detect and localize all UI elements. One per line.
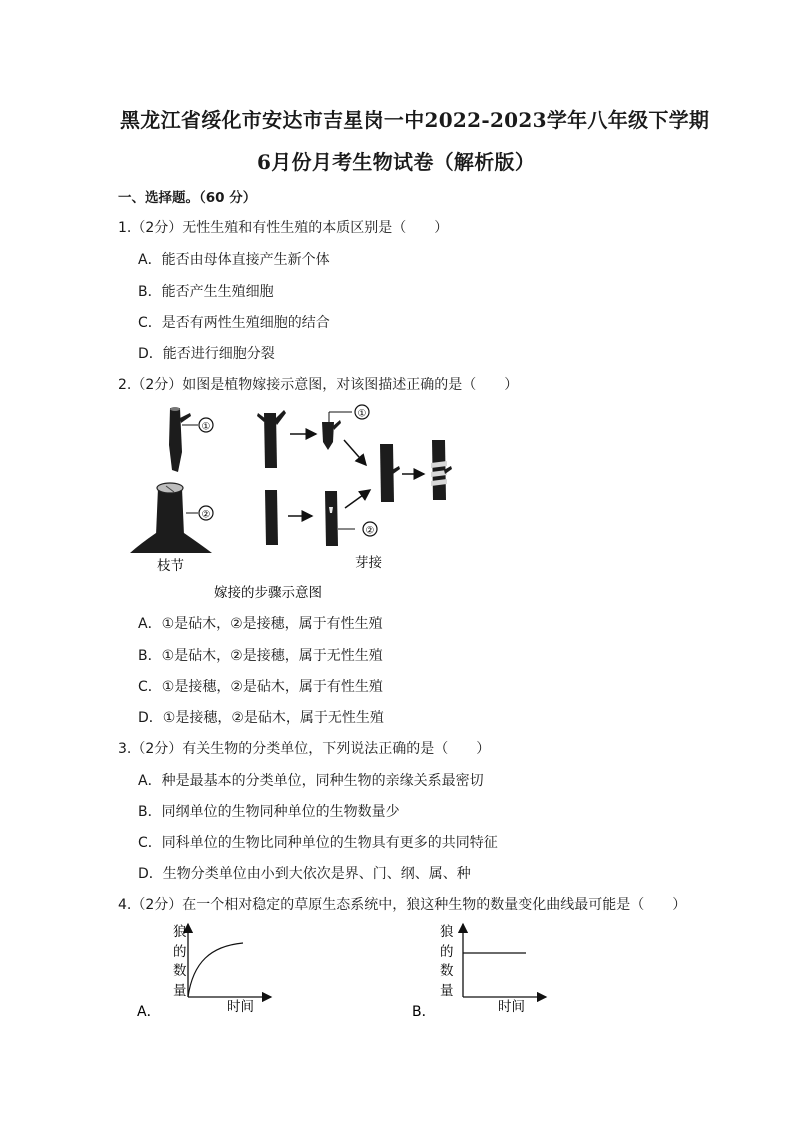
arrow-3 bbox=[344, 440, 366, 465]
question-2-option-d: D．①是接穗，②是砧木，属于无性生殖 bbox=[138, 710, 384, 726]
graph-b-xlabel: 时间 bbox=[498, 999, 525, 1015]
section-heading: 一、选择题。（60 分） bbox=[118, 190, 257, 206]
question-1-option-d: D．能否进行细胞分裂 bbox=[138, 346, 275, 362]
question-3-option-b: B．同纲单位的生物同种单位的生物数量少 bbox=[138, 804, 400, 820]
inserted-bud-stock bbox=[380, 444, 400, 502]
question-1-option-c: C．是否有两性生殖细胞的结合 bbox=[138, 315, 330, 331]
question-3-stem: 3.（2分）有关生物的分类单位，下列说法正确的是（ ） bbox=[118, 741, 491, 757]
marker-1-right: ① bbox=[357, 408, 367, 420]
question-2-option-c: C．①是接穗，②是砧木，属于有性生殖 bbox=[138, 679, 383, 695]
graph-a-ylabel-2: 的 bbox=[173, 944, 187, 960]
graph-b-ylabel-2: 的 bbox=[440, 944, 454, 960]
graph-b-letter: B． bbox=[412, 1004, 436, 1020]
marker-2-right: ② bbox=[365, 525, 375, 537]
figure-caption: 嫁接的步骤示意图 bbox=[214, 585, 322, 601]
page-title-line1: 黑龙江省绥化市安达市吉星岗一中2022-2023学年八年级下学期 bbox=[120, 108, 710, 132]
graph-a-ylabel-1: 狼 bbox=[173, 924, 187, 940]
graph-a-letter: A． bbox=[137, 1004, 161, 1020]
graph-b-ylabel-1: 狼 bbox=[440, 924, 454, 940]
question-2-option-a: A．①是砧木，②是接穗，属于有性生殖 bbox=[138, 616, 383, 632]
marker-2-left: ② bbox=[201, 509, 211, 521]
graph-a-curve bbox=[188, 943, 243, 997]
graph-b-ylabel-4: 量 bbox=[440, 983, 454, 999]
budwood-branch bbox=[257, 410, 286, 468]
graph-a-ylabel-4: 量 bbox=[173, 983, 187, 999]
stock-branch bbox=[265, 490, 278, 545]
stock-with-soil bbox=[130, 483, 212, 553]
question-3-option-d: D．生物分类单位由小到大依次是界、门、纲、属、种 bbox=[138, 866, 471, 882]
graph-a-ylabel-3: 数 bbox=[173, 963, 187, 979]
question-4-stem: 4.（2分）在一个相对稳定的草原生态系统中，狼这种生物的数量变化曲线最可能是（ ） bbox=[118, 897, 687, 913]
question-2-stem: 2.（2分）如图是植物嫁接示意图，对该图描述正确的是（ ） bbox=[118, 377, 519, 393]
question-3-option-a: A．种是最基本的分类单位，同种生物的亲缘关系最密切 bbox=[138, 773, 484, 789]
graph-a-xlabel: 时间 bbox=[227, 999, 254, 1015]
question-1-option-a: A．能否由母体直接产生新个体 bbox=[138, 252, 330, 268]
page-title-line2: 6月份月考生物试卷（解析版） bbox=[257, 150, 536, 174]
arrow-4 bbox=[345, 490, 370, 508]
question-1-option-b: B．能否产生生殖细胞 bbox=[138, 284, 274, 300]
label-branch-graft: 枝节 bbox=[157, 558, 184, 574]
question-1-stem: 1.（2分）无性生殖和有性生殖的本质区别是（ ） bbox=[118, 220, 449, 236]
graph-b bbox=[408, 922, 558, 1022]
graph-a bbox=[133, 922, 283, 1022]
bound-graft bbox=[431, 440, 452, 500]
question-3-option-c: C．同科单位的生物比同种单位的生物具有更多的共同特征 bbox=[138, 835, 498, 851]
question-2-option-b: B．①是砧木，②是接穗，属于无性生殖 bbox=[138, 648, 383, 664]
marker-1-left: ① bbox=[201, 421, 211, 433]
label-bud-graft: 芽接 bbox=[355, 555, 382, 571]
scion-cutting bbox=[169, 407, 198, 472]
stock-t-cut bbox=[325, 491, 355, 546]
graph-b-ylabel-3: 数 bbox=[440, 963, 454, 979]
